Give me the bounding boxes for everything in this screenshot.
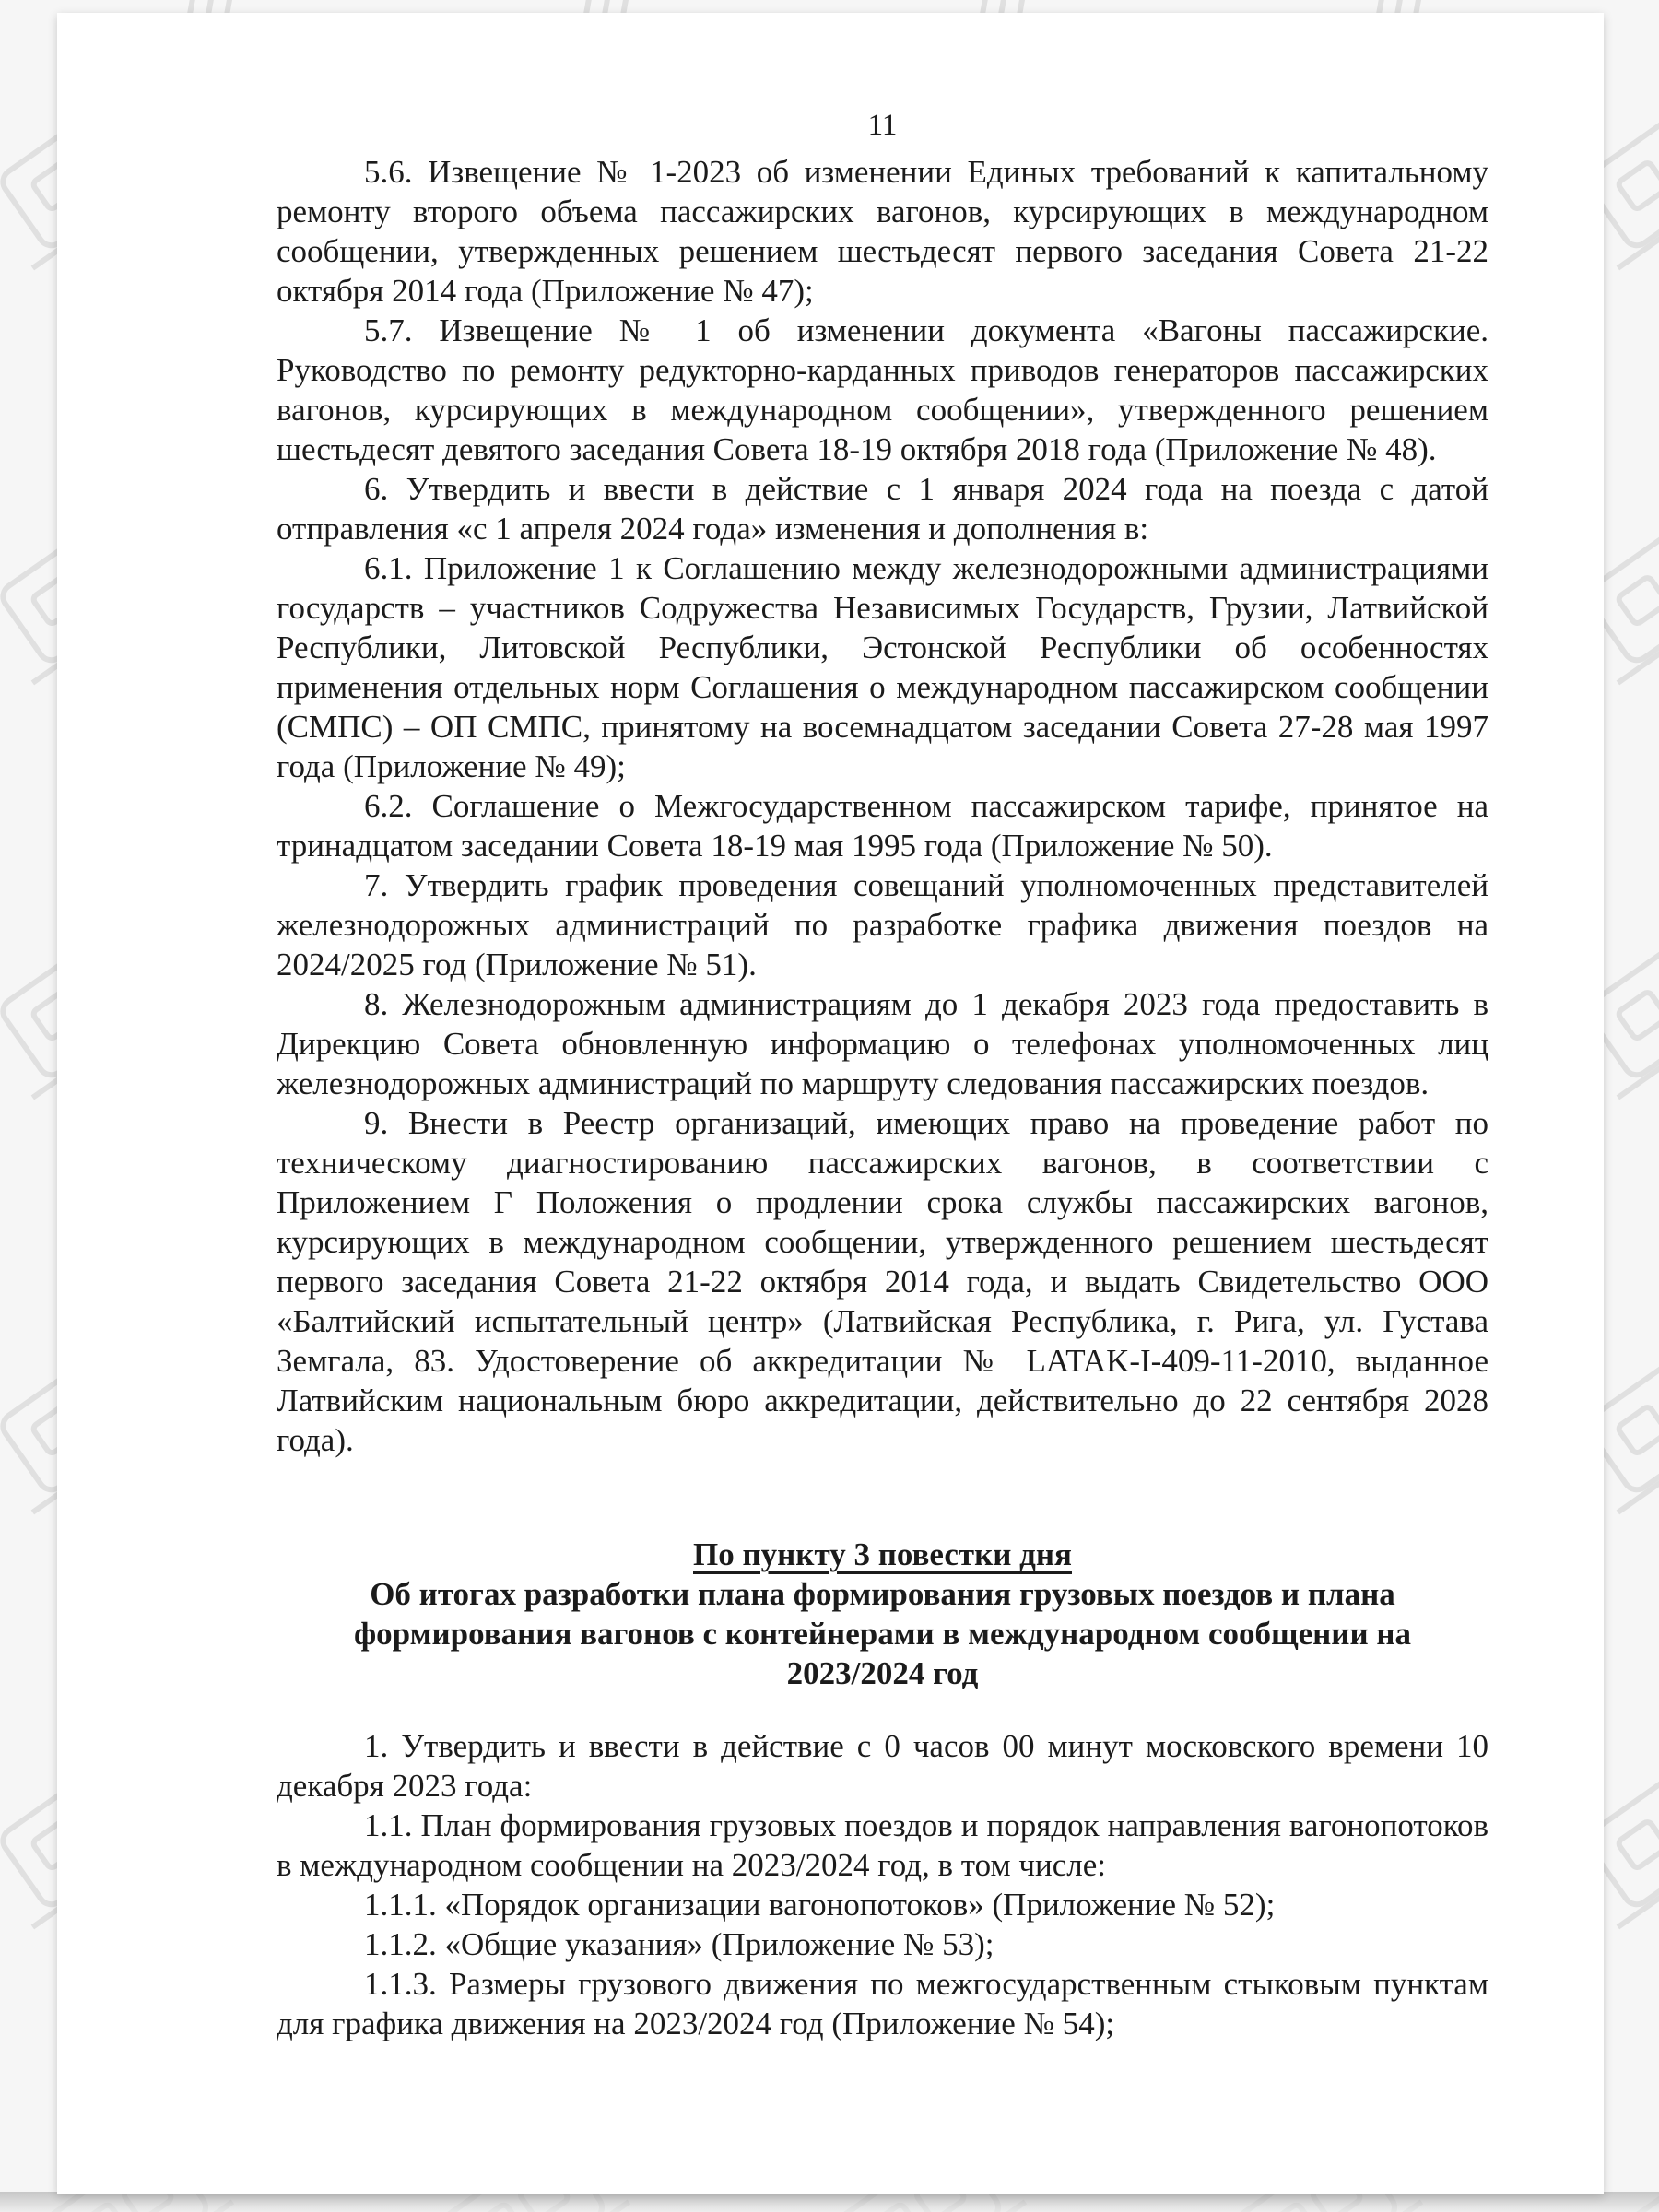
section-heading-text: По пункту 3 повестки дня bbox=[693, 1536, 1072, 1572]
section-title: Об итогах разработки плана формирования грузовых поездов и плана формирования вагонов с контейнерами в международном сообщении на 2023/2024 год bbox=[353, 1576, 1412, 1691]
paragraph-6: 6. Утвердить и ввести в действие с 1 января 2024 года на поезда с датой отправления «с 1 апреля 2024 года» изменения и дополнения в: bbox=[276, 471, 1488, 547]
paragraph-1-1-3: 1.1.3. Размеры грузового движения по межгосударственным стыковым пунктам для графика движения на 2023/2024 год (Приложение № 54); bbox=[276, 1966, 1488, 2041]
section-heading bbox=[276, 1535, 1488, 1574]
page-content bbox=[276, 106, 1488, 2043]
paragraph-1: 1. Утвердить и ввести в действие с 0 часов 00 минут московского времени 10 декабря 2023 года: bbox=[276, 1728, 1488, 1804]
paragraph-5-7: 5.7. Извещение № 1 об изменении документа «Вагоны пассажирские. Руководство по ремонту редукторно-карданных приводов генераторов пассажирских вагонов, курсирующих в международном сообщении», утвержденного решением шестьдесят девятого заседания Совета 18-19 октября 2018 года (Приложение № 48). bbox=[276, 312, 1488, 467]
page-number: 11 bbox=[867, 109, 898, 142]
document-page bbox=[57, 13, 1604, 2194]
paragraph-1-1-1: 1.1.1. «Порядок организации вагонопотоков» (Приложение № 52); bbox=[364, 1887, 1276, 1923]
paragraph-9: 9. Внести в Реестр организаций, имеющих право на проведение работ по техническому диагностированию пассажирских вагонов, в соответствии с Приложением Г Положения о продлении срока службы пассажирских вагонов, курсирующих в международном сообщении, утвержденного решением шестьдесят первого заседания Совета 21-22 октября 2014 года, и выдать Свидетельство ООО «Балтийский испытательный центр» (Латвийская Республика, г. Рига, ул. Густава Земгала, 83. Удостоверение об аккредитации № LATAK-I-409-11-2010, выданное Латвийским национальным бюро аккредитации, действительно до 22 сентября 2028 года). bbox=[276, 1105, 1488, 1458]
paragraph-6-2: 6.2. Соглашение о Межгосударственном пассажирском тарифе, принятое на тринадцатом заседании Совета 18-19 мая 1995 года (Приложение № 50). bbox=[276, 788, 1488, 864]
paragraph-8: 8. Железнодорожным администрациям до 1 декабря 2023 года предоставить в Дирекцию Совета обновленную информацию о телефонах уполномоченных лиц железнодорожных администраций по маршруту следования пассажирских поездов. bbox=[276, 986, 1488, 1101]
section-agenda-item-3 bbox=[276, 1535, 1488, 1693]
scan-bottom-shadow bbox=[0, 2192, 1659, 2212]
paragraph-5-6: 5.6. Извещение № 1-2023 об изменении Единых требований к капитальному ремонту второго объема пассажирских вагонов, курсирующих в международном сообщении, утвержденных решением шестьдесят первого заседания Совета 21-22 октября 2014 года (Приложение № 47); bbox=[276, 154, 1488, 309]
paragraph-1-1-2: 1.1.2. «Общие указания» (Приложение № 53); bbox=[364, 1926, 994, 1962]
paragraph-7: 7. Утвердить график проведения совещаний уполномоченных представителей железнодорожных администраций по разработке графика движения поездов на 2024/2025 год (Приложение № 51). bbox=[276, 867, 1488, 982]
paragraph-6-1: 6.1. Приложение 1 к Соглашению между железнодорожными администрациями государств – участников Содружества Независимых Государств, Грузии, Латвийской Республики, Литовской Республики, Эстонской Республики об особенностях применения отдельных норм Соглашения о международном пассажирском сообщении (СМПС) – ОП СМПС, принятому на восемнадцатом заседании Совета 27-28 мая 1997 года (Приложение № 49); bbox=[276, 550, 1488, 784]
paragraph-1-1: 1.1. План формирования грузовых поездов и порядок направления вагонопотоков в международном сообщении на 2023/2024 год, в том числе: bbox=[276, 1807, 1488, 1883]
